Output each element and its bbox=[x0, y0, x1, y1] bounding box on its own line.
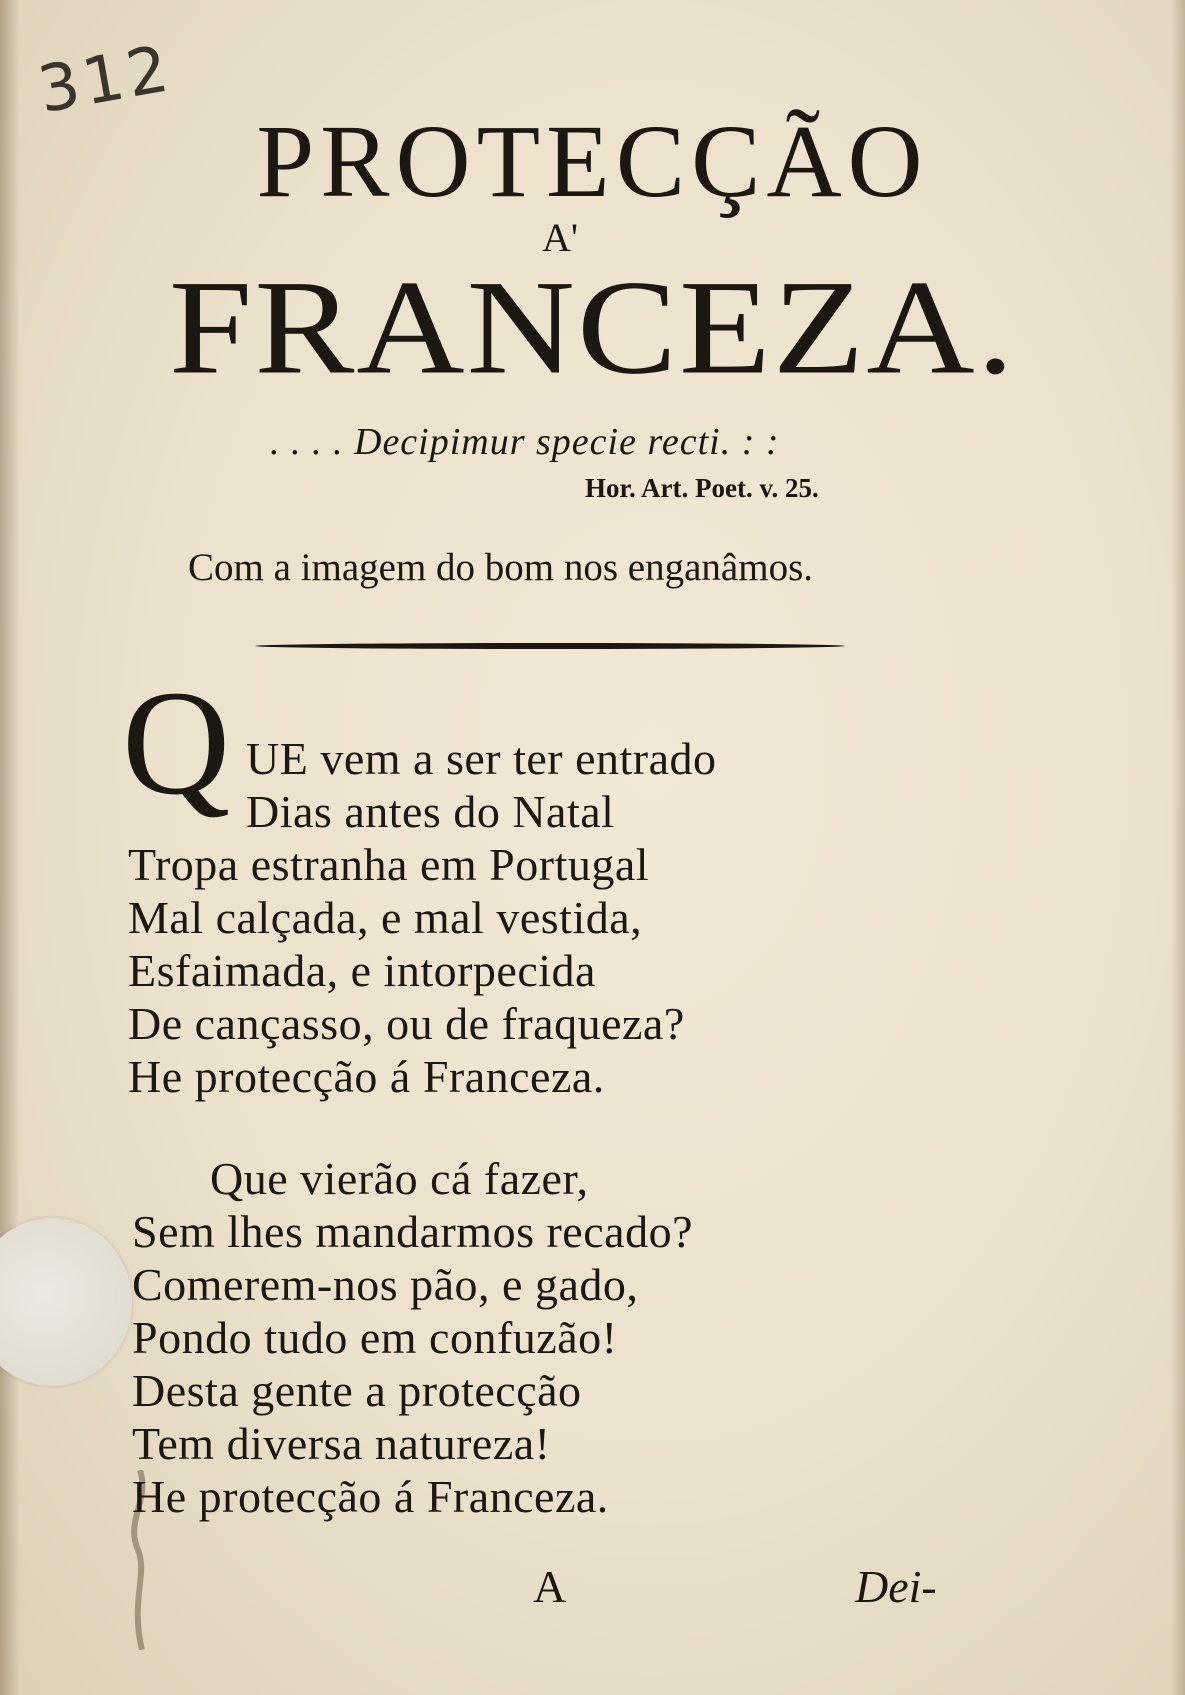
stanza-2-line-7: He protecção á Franceza. bbox=[132, 1471, 609, 1522]
stanza-2-line-5: Desta gente a protecção bbox=[132, 1365, 582, 1416]
divider-rule bbox=[255, 643, 845, 649]
page-edge-shadow-right bbox=[1171, 0, 1185, 1695]
stanza-2-line-1: Que vierão cá fazer, bbox=[210, 1153, 589, 1204]
stanza-1-line-7: He protecção á Franceza. bbox=[128, 1051, 605, 1102]
stanza-1-line-2: Dias antes do Natal bbox=[246, 786, 615, 837]
epigraph-translation: Com a imagem do bom nos enganâmos. bbox=[188, 546, 813, 589]
stanza-2-line-4: Pondo tudo em confuzão! bbox=[132, 1312, 618, 1363]
page-edge-shadow bbox=[0, 0, 20, 1695]
shelfmark-handwritten: 312 bbox=[32, 31, 178, 129]
signature-mark: A bbox=[533, 1561, 567, 1612]
stanza-2-line-2: Sem lhes mandarmos recado? bbox=[132, 1206, 693, 1257]
title-line-3: FRANCEZA. bbox=[168, 252, 1017, 403]
stanza-1-line-5: Esfaimada, e intorpecida bbox=[128, 945, 596, 996]
catchword: Dei- bbox=[855, 1561, 937, 1612]
title-line-1: PROTECÇÃO bbox=[256, 104, 929, 219]
stanza-1-line-1 bbox=[246, 732, 717, 785]
epigraph-citation: Hor. Art. Poet. v. 25. bbox=[585, 473, 819, 503]
drop-cap: Q bbox=[122, 660, 231, 826]
stanza-1-line-3: Tropa estranha em Portugal bbox=[128, 839, 650, 890]
paper-seal-patch bbox=[0, 1218, 132, 1386]
stanza-1-line-6: De cançasso, ou de fraqueza? bbox=[128, 998, 685, 1049]
title-line-2: A' bbox=[541, 215, 579, 260]
stanza-2-line-3: Comerem-nos pão, e gado, bbox=[132, 1259, 639, 1310]
epigraph: . . . . Decipimur specie recti. : : bbox=[270, 421, 780, 463]
first-line-rest: vem a ser ter entrado bbox=[308, 733, 717, 784]
stanza-2-line-6: Tem diversa natureza! bbox=[132, 1418, 551, 1469]
stanza-1-line-4: Mal calçada, e mal vestida, bbox=[128, 892, 643, 943]
first-word-smallcaps: UE bbox=[246, 733, 309, 784]
